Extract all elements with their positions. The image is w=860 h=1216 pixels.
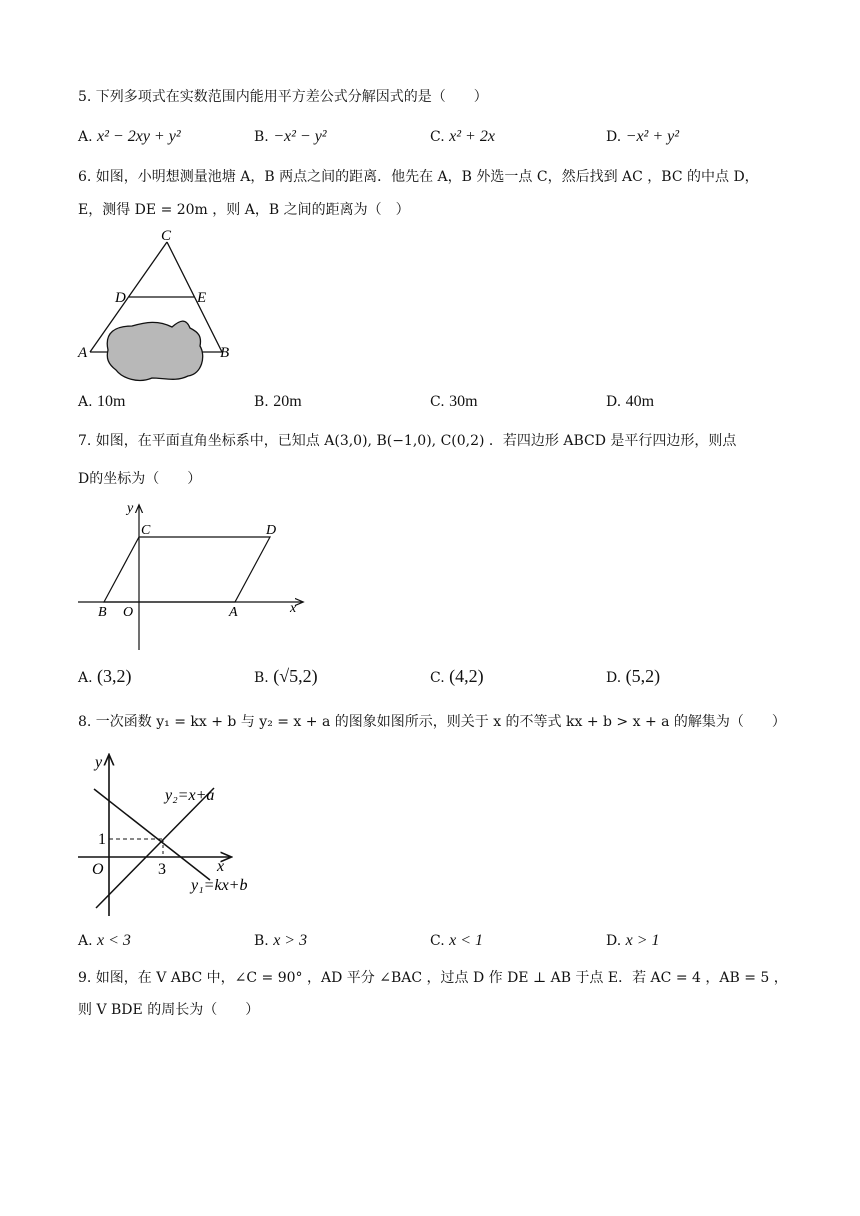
q8-option-c[interactable]: [430, 931, 483, 951]
option-expr: x < 3: [97, 932, 131, 949]
option-expr: −x² + y²: [625, 128, 680, 145]
option-letter: D.: [606, 129, 622, 145]
label-y1-equation: y₁=kx+b: [191, 877, 248, 894]
label-x: x: [217, 858, 225, 875]
option-expr: x² − 2xy + y²: [97, 128, 181, 145]
label-y: y: [95, 754, 103, 771]
label-b: B: [98, 605, 107, 620]
q7-option-c[interactable]: [430, 666, 484, 688]
option-letter: C.: [430, 394, 445, 410]
label-c: C: [161, 228, 172, 244]
label-one: 1: [98, 831, 106, 848]
parallelogram-abcd: [104, 537, 270, 602]
option-letter: D.: [606, 933, 622, 949]
option-expr: x > 3: [273, 932, 308, 949]
option-letter: A.: [78, 670, 93, 686]
question-9-line-2: 则 V BDE 的周长为（ ）: [78, 1002, 260, 1018]
option-letter: D.: [606, 670, 622, 686]
option-expr: 20m: [273, 393, 302, 410]
q7-option-d[interactable]: [606, 666, 660, 688]
option-expr: x² + 2x: [449, 128, 495, 145]
label-d: D: [115, 290, 126, 306]
label-o: O: [123, 605, 134, 620]
q5-option-b[interactable]: [254, 127, 327, 147]
label-b: B: [220, 345, 230, 361]
q5-option-d[interactable]: [606, 127, 679, 147]
option-letter: D.: [606, 394, 622, 410]
option-expr: (3,2): [97, 666, 132, 686]
q8-option-a[interactable]: [78, 931, 131, 951]
question-6-line-1: 6. 如图，小明想测量池塘 A，B 两点之间的距离．他先在 A，B 外选一点 C，然后找到 AC ，BC 的中点 D，: [78, 169, 759, 185]
q7-option-a[interactable]: [78, 666, 132, 688]
label-y: y: [127, 501, 134, 516]
question-7-line-2: D的坐标为（ ）: [78, 471, 202, 487]
option-letter: B.: [254, 394, 269, 410]
question-8-line-1: 8. 一次函数 y₁ = kx + b 与 y₂ = x + a 的图象如图所示，则关于 x 的不等式 kx + b > x + a 的解集为（ ）: [78, 714, 786, 730]
label-three: 3: [158, 861, 166, 878]
label-o: O: [92, 861, 104, 878]
label-y2-equation: y₂=x+a: [165, 787, 215, 804]
q5-option-c[interactable]: [430, 127, 495, 147]
option-expr: (√5,2): [273, 666, 318, 686]
q7-coordinate-parallelogram-figure: [74, 498, 314, 654]
question-5-stem: 5. 下列多项式在实数范围内能用平方差公式分解因式的是（ ）: [78, 89, 488, 105]
q5-option-a[interactable]: [78, 127, 181, 147]
option-expr: x < 1: [449, 932, 484, 949]
option-letter: B.: [254, 670, 269, 686]
option-expr: (5,2): [625, 666, 661, 686]
q8-option-b[interactable]: [254, 931, 307, 951]
pond-shape: [107, 321, 202, 380]
q8-linear-functions-figure: [74, 750, 274, 920]
option-expr: −x² − y²: [273, 128, 327, 145]
q8-option-d[interactable]: [606, 931, 660, 951]
q6-option-c[interactable]: [430, 392, 478, 412]
option-letter: C.: [430, 933, 445, 949]
option-expr: (4,2): [449, 666, 484, 686]
option-letter: B.: [254, 933, 269, 949]
label-d: D: [266, 523, 277, 538]
option-letter: C.: [430, 129, 445, 145]
label-c: C: [141, 523, 151, 538]
q6-option-b[interactable]: [254, 392, 302, 412]
option-expr: 10m: [97, 393, 126, 410]
option-letter: C.: [430, 670, 445, 686]
option-letter: A.: [78, 394, 93, 410]
option-expr: x > 1: [625, 932, 660, 949]
question-9-line-1: 9. 如图，在 V ABC 中，∠C = 90° ，AD 平分 ∠BAC ，过点 D 作 DE ⊥ AB 于点 E．若 AC = 4 ，AB = 5 ，: [78, 970, 788, 986]
option-letter: A.: [78, 933, 93, 949]
q6-option-a[interactable]: [78, 392, 125, 412]
option-expr: 30m: [449, 393, 478, 410]
question-7-line-1: 7. 如图，在平面直角坐标系中，已知点 A(3,0), B(−1,0), C(0,2) ．若四边形 ABCD 是平行四边形，则点: [78, 433, 737, 449]
q6-option-d[interactable]: [606, 392, 654, 412]
option-expr: 40m: [625, 393, 655, 410]
label-a: A: [229, 605, 238, 620]
label-a: A: [78, 345, 88, 361]
q6-triangle-pond-figure: [72, 224, 242, 384]
label-x: x: [290, 601, 297, 616]
option-letter: B.: [254, 129, 269, 145]
question-6-line-2: E，测得 DE = 20m ，则 A，B 之间的距离为（ ）: [78, 202, 410, 218]
option-letter: A.: [78, 129, 93, 145]
q7-option-b[interactable]: [254, 666, 318, 688]
label-e: E: [197, 290, 207, 306]
